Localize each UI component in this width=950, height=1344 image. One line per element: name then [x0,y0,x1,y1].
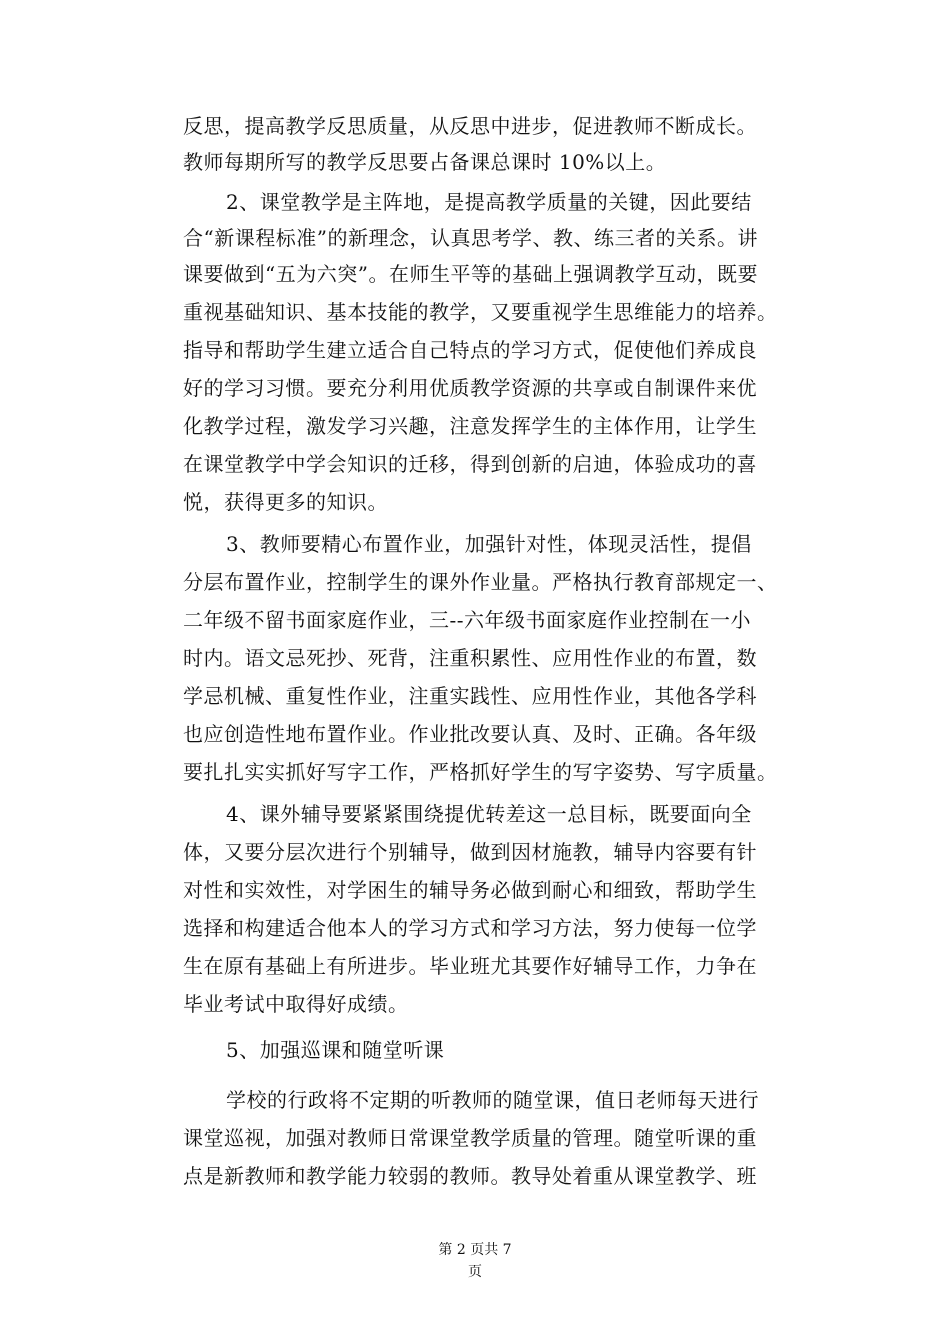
text-line: 课堂巡视，加强对教师日常课堂教学质量的管理。随堂听课的重 [183,1126,757,1150]
text-line: 要扎扎实实抓好写字工作，严格抓好学生的写字姿势、写字质量。 [183,760,778,784]
text-line: 时内。语文忌死抄、死背，注重积累性、应用性作业的布置，数 [183,646,757,670]
text-line: 指导和帮助学生建立适合自己特点的学习方式，促使他们养成良 [183,338,757,362]
section-heading: 5、加强巡课和随堂听课 [226,1038,445,1062]
text-line: 2、课堂教学是主阵地，是提高教学质量的关键，因此要结 [226,190,752,214]
text-line: 选择和构建适合他本人的学习方式和学习方法，努力使每一位学 [183,916,757,940]
text-line: 合“新课程标准”的新理念，认真思考学、教、练三者的关系。讲 [183,226,758,250]
text-line: 好的学习习惯。要充分利用优质教学资源的共享或自制课件来优 [183,376,757,400]
page-number-line2: 页 [468,1264,482,1280]
text-line: 点是新教师和教学能力较弱的教师。教导处着重从课堂教学、班 [183,1164,757,1188]
text-line: 也应创造性地布置作业。作业批改要认真、及时、正确。各年级 [183,722,757,746]
text-line: 生在原有基础上有所进步。毕业班尤其要作好辅导工作，力争在 [183,954,757,978]
text-line: 反思，提高教学反思质量，从反思中进步，促进教师不断成长。 [183,114,757,138]
text-line: 4、课外辅导要紧紧围绕提优转差这一总目标，既要面向全 [226,802,752,826]
text-line: 毕业考试中取得好成绩。 [183,992,409,1016]
text-line: 悦，获得更多的知识。 [183,490,388,514]
text-line: 化教学过程，激发学习兴趣，注意发挥学生的主体作用，让学生 [183,414,757,438]
text-line: 学忌机械、重复性作业，注重实践性、应用性作业，其他各学科 [183,684,757,708]
text-line: 教师每期所写的教学反思要占备课总课时 10%以上。 [183,150,667,174]
text-line: 二年级不留书面家庭作业，三--六年级书面家庭作业控制在一小 [183,608,752,632]
text-line: 重视基础知识、基本技能的教学，又要重视学生思维能力的培养。 [183,300,778,324]
text-line: 在课堂教学中学会知识的迁移，得到创新的启迪，体验成功的喜 [183,452,757,476]
text-line: 3、教师要精心布置作业，加强针对性，体现灵活性，提倡 [226,532,752,556]
text-line: 学校的行政将不定期的听教师的随堂课，值日老师每天进行 [226,1088,759,1112]
page-number-line1: 第 2 页共 7 [438,1242,512,1258]
text-line: 分层布置作业，控制学生的课外作业量。严格执行教育部规定一、 [183,570,778,594]
text-line: 体，又要分层次进行个别辅导，做到因材施教，辅导内容要有针 [183,840,757,864]
text-line: 课要做到“五为六突”。在师生平等的基础上强调教学互动，既要 [183,262,758,286]
text-line: 对性和实效性，对学困生的辅导务必做到耐心和细致，帮助学生 [183,878,757,902]
